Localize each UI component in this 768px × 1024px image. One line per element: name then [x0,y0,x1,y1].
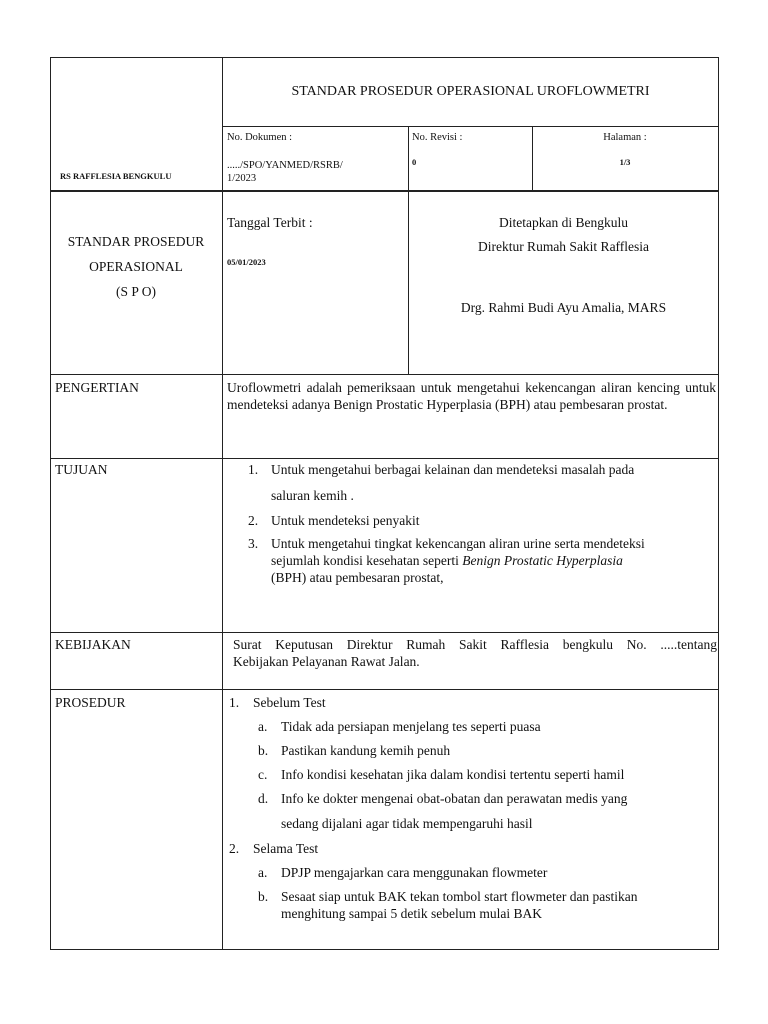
tujuan-item-3-line3: (BPH) atau pembesaran prostat, [271,570,444,585]
prosedur-1d-text: Info ke dokter mengenai obat-obatan dan perawatan medis yang [281,791,628,806]
border-top [50,57,719,58]
kebijakan-line1: Surat Keputusan Direktur Rumah Sakit Rafflesia bengkulu No. .....tentang [233,637,717,652]
issue-date-value: 05/01/2023 [227,257,266,267]
prosedur-1b-text: Pastikan kandung kemih penuh [281,743,451,758]
tujuan-item-3-line2-text: sejumlah kondisi kesehatan seperti [271,553,463,568]
tujuan-item-1-num: 1. [248,462,259,477]
pengertian-label: PENGERTIAN [55,380,139,395]
revision-label: No. Revisi : [412,132,463,143]
tujuan-label: TUJUAN [55,462,108,477]
prosedur-1b-num: b. [258,743,269,758]
prosedur-2b-text: Sesaat siap untuk BAK tekan tombol start flowmeter dan pastikan [281,889,638,904]
tujuan-item-3-line1: Untuk mengetahui tingkat kekencangan aliran urine serta mendeteksi [271,536,645,551]
divider-doc-rev [408,126,409,191]
prosedur-1a-text: Tidak ada persiapan menjelang tes seperti puasa [281,719,541,734]
page-value: 1/3 [619,157,631,167]
approval-title: Direktur Rumah Sakit Rafflesia [477,239,650,254]
divider-header [50,190,719,192]
approval-place: Ditetapkan di Bengkulu [499,215,628,230]
hospital-name: RS RAFFLESIA BENGKULU [60,171,172,181]
doc-number-label: No. Dokumen : [227,132,293,143]
border-bottom [50,949,719,950]
prosedur-2a-num: a. [258,865,268,880]
divider-kebijakan [50,689,719,690]
spo-label-1: STANDAR PROSEDUR [67,234,205,249]
kebijakan-line2: Kebijakan Pelayanan Rawat Jalan. [233,654,420,669]
prosedur-1c-text: Info kondisi kesehatan jika dalam kondisi tertentu seperti hamil [281,767,625,782]
tujuan-item-2-num: 2. [248,513,259,528]
tujuan-item-1-line2: saluran kemih . [271,488,354,503]
divider-tujuan [50,632,719,633]
divider-spo [50,374,719,375]
approval-name: Drg. Rahmi Budi Ayu Amalia, MARS [460,300,667,315]
kebijakan-label: KEBIJAKAN [55,637,131,652]
prosedur-2b-num: b. [258,889,269,904]
spo-label-2: OPERASIONAL [89,259,183,274]
divider-title [222,126,719,127]
prosedur-2a-text: DPJP mengajarkan cara menggunakan flowmeter [281,865,548,880]
revision-value: 0 [412,157,417,167]
tujuan-item-3-line2 [271,552,623,570]
document-title: STANDAR PROSEDUR OPERASIONAL UROFLOWMETRI [291,84,650,99]
prosedur-step-1-title: Sebelum Test [253,695,326,710]
prosedur-step-2-num: 2. [229,841,240,856]
prosedur-1d-text2: sedang dijalani agar tidak mempengaruhi hasil [281,816,533,831]
divider-pengertian [50,458,719,459]
tujuan-item-3-line2-italic: Benign Prostatic Hyperplasia [462,553,623,568]
doc-number-value: ...../SPO/YANMED/RSRB/ [227,160,343,171]
prosedur-1d-num: d. [258,791,269,806]
issue-date-label: Tanggal Terbit : [227,215,313,230]
tujuan-item-2-line1: Untuk mendeteksi penyakit [271,513,420,528]
prosedur-step-2-title: Selama Test [253,841,319,856]
pengertian-text: Uroflowmetri adalah pemeriksaan untuk mengetahui kekencangan aliran kencing untuk mendeteksi adanya Benign Prostatic Hyperplasia (BPH) atau pembesaran prostat. [227,380,716,412]
spo-label-3: (S P O) [115,284,156,299]
prosedur-label: PROSEDUR [55,695,126,710]
prosedur-step-1-num: 1. [229,695,240,710]
prosedur-2b-text2: menghitung sampai 5 detik sebelum mulai BAK [281,906,542,921]
prosedur-1c-num: c. [258,767,268,782]
tujuan-item-3-num: 3. [248,536,259,551]
tujuan-item-1-line1: Untuk mengetahui berbagai kelainan dan mendeteksi masalah pada [271,462,635,477]
prosedur-1a-num: a. [258,719,268,734]
page-label: Halaman : [603,132,647,143]
doc-number-value-2: 1/2023 [227,173,257,184]
